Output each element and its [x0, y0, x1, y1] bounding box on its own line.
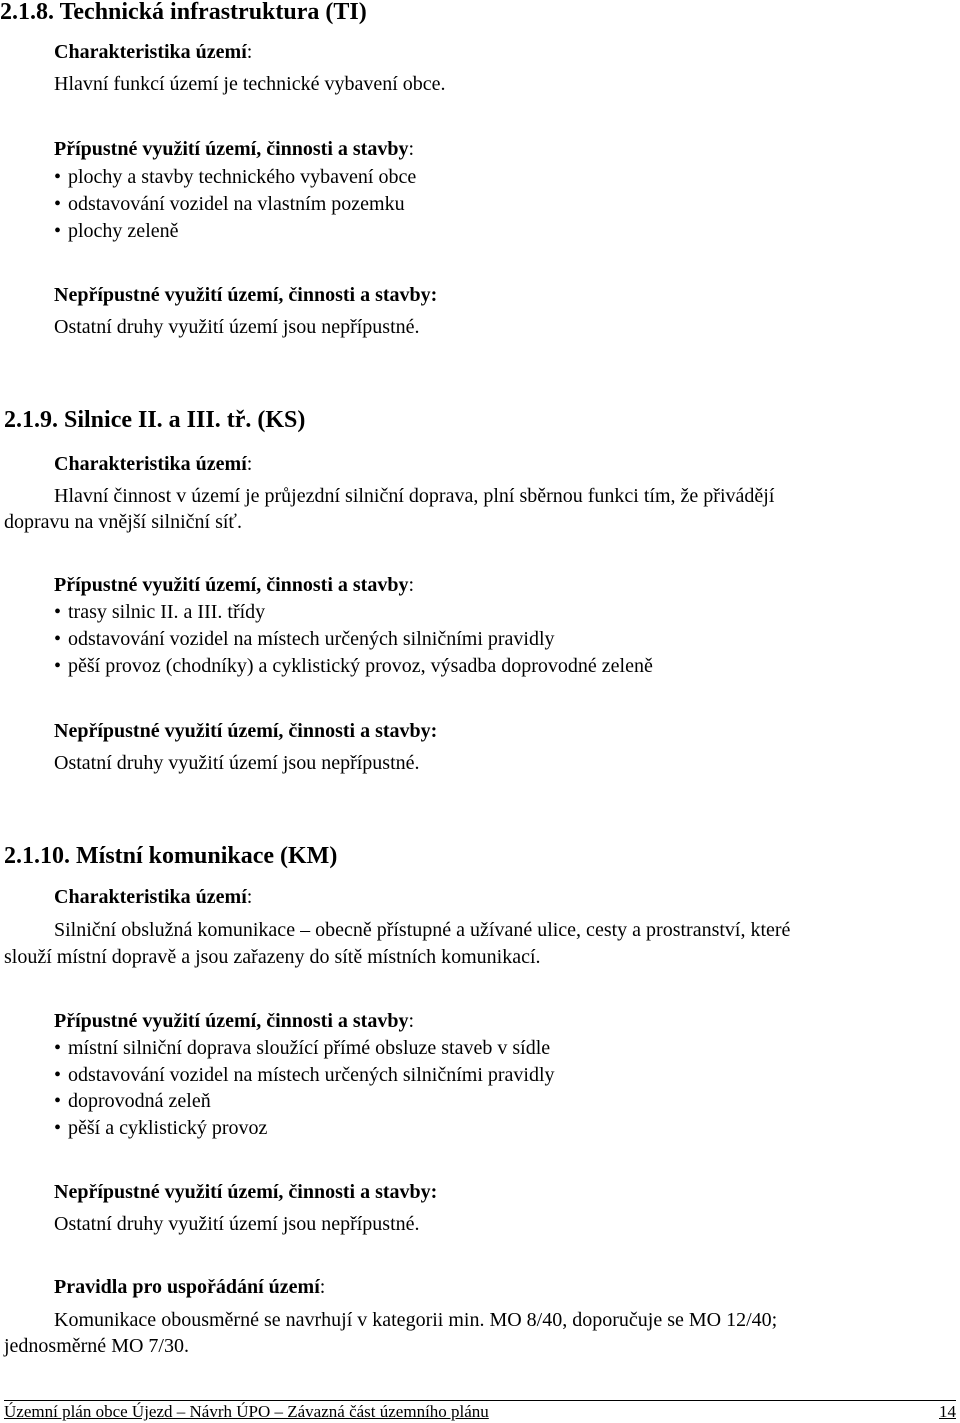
forbidden-text: Ostatní druhy využití území jsou nepřípustné.: [54, 752, 420, 774]
list-item: • odstavování vozidel na místech určených silničními pravidly: [54, 1064, 555, 1086]
heading-title: Silnice II. a III. tř. (KS): [64, 407, 306, 433]
allowed-label: Přípustné využití území, činnosti a stavby:: [54, 1010, 415, 1032]
characteristic-text-line2: dopravu na vnější silniční síť.: [4, 511, 242, 533]
list-item: • doprovodná zeleň: [54, 1090, 211, 1112]
characteristic-label: Charakteristika území:: [54, 886, 253, 908]
list-item: • odstavování vozidel na místech určených silničními pravidly: [54, 628, 555, 650]
forbidden-label: Nepřípustné využití území, činnosti a stavby:: [54, 720, 438, 742]
list-item: • trasy silnic II. a III. třídy: [54, 601, 266, 623]
characteristic-text: Hlavní funkcí území je technické vybavení obce.: [54, 73, 446, 95]
forbidden-label: Nepřípustné využití území, činnosti a stavby:: [54, 1181, 438, 1203]
list-item: • plochy zeleně: [54, 220, 179, 242]
heading-number: 2.1.8.: [0, 0, 54, 25]
list-item: • odstavování vozidel na vlastním pozemku: [54, 193, 405, 215]
list-item: • pěší a cyklistický provoz: [54, 1117, 268, 1139]
forbidden-text: Ostatní druhy využití území jsou nepřípustné.: [54, 316, 420, 338]
allowed-label: Přípustné využití území, činnosti a stavby:: [54, 574, 415, 596]
heading-title: Místní komunikace (KM): [76, 843, 338, 869]
page-number: 14: [939, 1402, 956, 1421]
characteristic-text-line1: Hlavní činnost v území je průjezdní silniční doprava, plní sběrnou funkci tím, že přivádějí: [54, 485, 775, 507]
section-heading-2-1-8: [0, 0, 367, 26]
footer-title: Územní plán obce Újezd – Návrh ÚPO – Závazná část územního plánu: [4, 1402, 489, 1421]
section-heading-2-1-9: [4, 406, 305, 434]
list-item: • plochy a stavby technického vybavení obce: [54, 166, 417, 188]
rules-text-line1: Komunikace obousměrné se navrhují v kategorii min. MO 8/40, doporučuje se MO 12/40;: [54, 1309, 778, 1331]
section-heading-2-1-10: [4, 842, 337, 870]
heading-title: Technická infrastruktura (TI): [59, 0, 367, 25]
rules-text-line2: jednosměrné MO 7/30.: [4, 1335, 189, 1357]
allowed-label: Přípustné využití území, činnosti a stavby:: [54, 138, 415, 160]
characteristic-text-line1: Silniční obslužná komunikace – obecně přístupné a užívané ulice, cesty a prostranství, které: [54, 919, 791, 941]
heading-number: 2.1.10.: [4, 843, 70, 869]
characteristic-label: Charakteristika území:: [54, 453, 253, 475]
heading-number: 2.1.9.: [4, 407, 58, 433]
characteristic-label: Charakteristika území:: [54, 41, 253, 63]
list-item: • pěší provoz (chodníky) a cyklistický provoz, výsadba doprovodné zeleně: [54, 655, 653, 677]
forbidden-label: Nepřípustné využití území, činnosti a stavby:: [54, 284, 438, 306]
forbidden-text: Ostatní druhy využití území jsou nepřípustné.: [54, 1213, 420, 1235]
footer-divider: [4, 1400, 956, 1401]
characteristic-text-line2: slouží místní dopravě a jsou zařazeny do sítě místních komunikací.: [4, 946, 541, 968]
list-item: • místní silniční doprava sloužící přímé obsluze staveb v sídle: [54, 1037, 551, 1059]
rules-label: Pravidla pro uspořádání území:: [54, 1276, 326, 1298]
